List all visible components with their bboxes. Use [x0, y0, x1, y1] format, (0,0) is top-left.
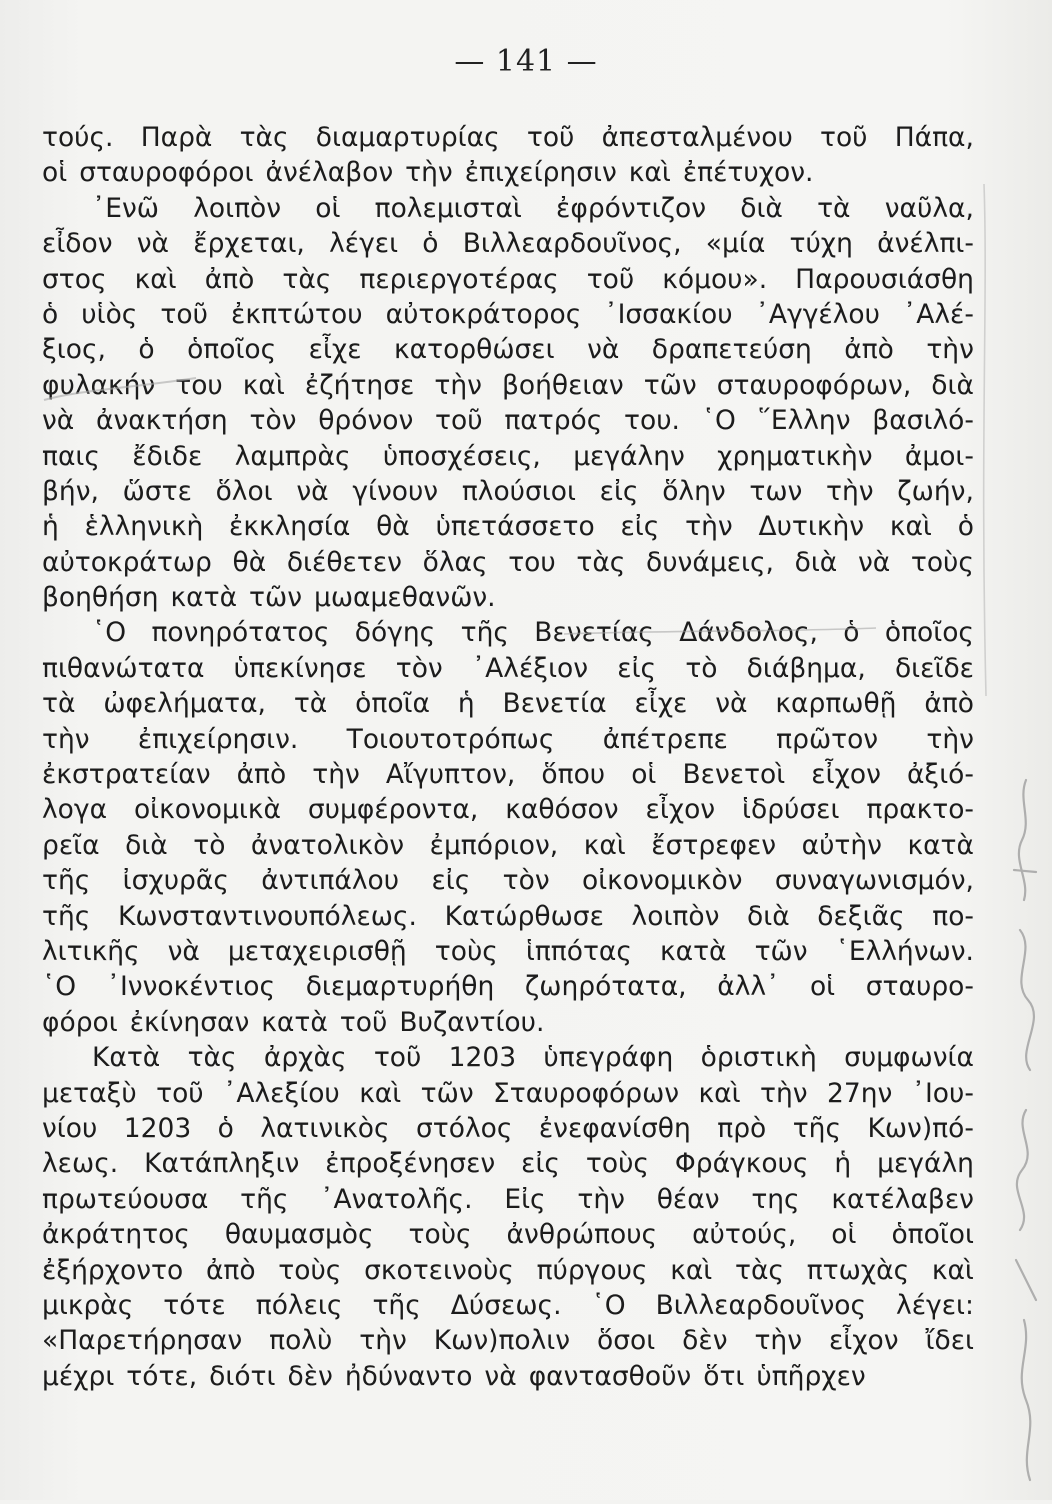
text-line: ἀκράτητος θαυμασμὸς τοὺς ἀνθρώπους αὐτούς, οἱ ὁποῖοι [42, 1219, 974, 1251]
text-line: ῾Ο πονηρότατος δόγης τῆς Βενετίας Δάνδολος, ὁ ὁποῖος [92, 617, 974, 649]
text-line: ρεῖα διὰ τὸ ἀνατολικὸν ἐμπόριον, καὶ ἔστρεφεν αὐτὴν κατὰ [42, 829, 974, 861]
text-line: ἐξήρχοντο ἀπὸ τοὺς σκοτεινοὺς πύργους καὶ τὰς πτωχὰς καὶ [42, 1254, 974, 1286]
text-line: τῆς Κωνσταντινουπόλεως. Κατώρθωσε λοιπὸν διὰ δεξιᾶς πο- [42, 900, 974, 932]
text-line: λογα οἰκονομικὰ συμφέροντα, καθόσον εἶχον ἱδρύσει πρακτο- [42, 794, 974, 826]
text-line: ᾿Ενῶ λοιπὸν οἱ πολεμισταὶ ἐφρόντιζον διὰ τὰ ναῦλα, [92, 192, 974, 224]
text-line: οἱ σταυροφόροι ἀνέλαβον τὴν ἐπιχείρησιν καὶ ἐπέτυχον. [42, 157, 814, 189]
text-line: «Παρετήρησαν πολὺ τὴν Κων)πολιν ὅσοι δὲν τὴν εἶχον ἴδει [42, 1325, 974, 1357]
page-number: — 141 — [454, 44, 598, 79]
text-line: ῾Ο ᾿Ιννοκέντιος διεμαρτυρήθη ζωηρότατα, ἀλλ᾿ οἱ σταυρο- [42, 971, 974, 1003]
text-line: νίου 1203 ὁ λατινικὸς στόλος ἐνεφανίσθη πρὸ τῆς Κων)πό- [42, 1112, 974, 1144]
text-line: ὁ υἱὸς τοῦ ἐκπτώτου αὐτοκράτορος ᾿Ισσακίου ᾿Αγγέλου ᾿Αλέ- [42, 298, 974, 330]
text-line: λιτικῆς νὰ μεταχειρισθῇ τοὺς ἱππότας κατὰ τῶν ῾Ελλήνων. [42, 935, 974, 967]
text-line: βοηθήση κατὰ τῶν μωαμεθανῶν. [42, 582, 496, 614]
text-line: εἶδον νὰ ἔρχεται, λέγει ὁ Βιλλεαρδουῖνος, «μία τύχη ἀνέλπι- [42, 228, 974, 260]
text-line: ξιος, ὁ ὁποῖος εἶχε κατορθώσει νὰ δραπετεύση ἀπὸ τὴν [42, 334, 974, 366]
text-line: αὐτοκράτωρ θὰ διέθετεν ὅλας του τὰς δυνάμεις, διὰ νὰ τοὺς [42, 546, 974, 578]
text-line: παις ἔδιδε λαμπρὰς ὑποσχέσεις, μεγάλην χρηματικὴν ἀμοι- [42, 440, 974, 472]
text-line: ἐκστρατείαν ἀπὸ τὴν Αἴγυπτον, ὅπου οἱ Βενετοὶ εἶχον ἀξιό- [42, 759, 974, 791]
text-line: ἡ ἑλληνικὴ ἐκκλησία θὰ ὑπετάσσετο εἰς τὴν Δυτικὴν καὶ ὁ [42, 511, 974, 543]
text-line: μέχρι τότε, διότι δὲν ἠδύναντο νὰ φαντασθοῦν ὅτι ὑπῆρχεν [42, 1360, 866, 1392]
text-line: τὰ ὠφελήματα, τὰ ὁποῖα ἡ Βενετία εἶχε νὰ καρπωθῇ ἀπὸ [42, 688, 974, 720]
text-line: στος καὶ ἀπὸ τὰς περιεργοτέρας τοῦ κόμου». Παρουσιάσθη [42, 263, 974, 295]
pencil-scribble-icon [996, 760, 1052, 1500]
text-line: φόροι ἐκίνησαν κατὰ τοῦ Βυζαντίου. [42, 1006, 545, 1038]
pencil-margin-line-icon [970, 180, 1000, 700]
body-text [42, 120, 974, 1394]
text-line: φυλακήν του καὶ ἐζήτησε τὴν βοήθειαν τῶν σταυροφόρων, διὰ [42, 369, 974, 401]
text-line: τῆς ἰσχυρᾶς ἀντιπάλου εἰς τὸν οἰκονομικὸν συναγωνισμόν, [42, 865, 974, 897]
text-line: πρωτεύουσα τῆς ᾿Ανατολῆς. Εἰς τὴν θέαν της κατέλαβεν [42, 1183, 974, 1215]
text-line: τὴν ἐπιχείρησιν. Τοιουτοτρόπως ἀπέτρεπε πρῶτον τὴν [42, 723, 974, 755]
margin-handwriting [996, 760, 1052, 1500]
text-line: βήν, ὥστε ὅλοι νὰ γίνουν πλούσιοι εἰς ὅλην των τὴν ζωήν, [42, 475, 974, 507]
text-line: πιθανώτατα ὑπεκίνησε τὸν ᾿Αλέξιον εἰς τὸ διάβημα, διεῖδε [42, 652, 974, 684]
text-line: λεως. Κατάπληξιν ἐπροξένησεν εἰς τοὺς Φράγκους ἡ μεγάλη [42, 1148, 974, 1180]
text-line: τούς. Παρὰ τὰς διαμαρτυρίας τοῦ ἀπεσταλμένου τοῦ Πάπα, [42, 122, 974, 153]
text-line: μικρὰς τότε πόλεις τῆς Δύσεως. ῾Ο Βιλλεαρδουῖνος λέγει: [42, 1289, 974, 1321]
text-line: νὰ ἀνακτήση τὸν θρόνον τοῦ πατρός του. ῾Ο ῞Ελλην βασιλό- [42, 405, 974, 437]
text-line: Κατὰ τὰς ἀρχὰς τοῦ 1203 ὑπεγράφη ὁριστικὴ συμφωνία [92, 1042, 974, 1074]
text-line: μεταξὺ τοῦ ᾿Αλεξίου καὶ τῶν Σταυροφόρων καὶ τὴν 27ην ᾿Ιου- [42, 1077, 974, 1109]
